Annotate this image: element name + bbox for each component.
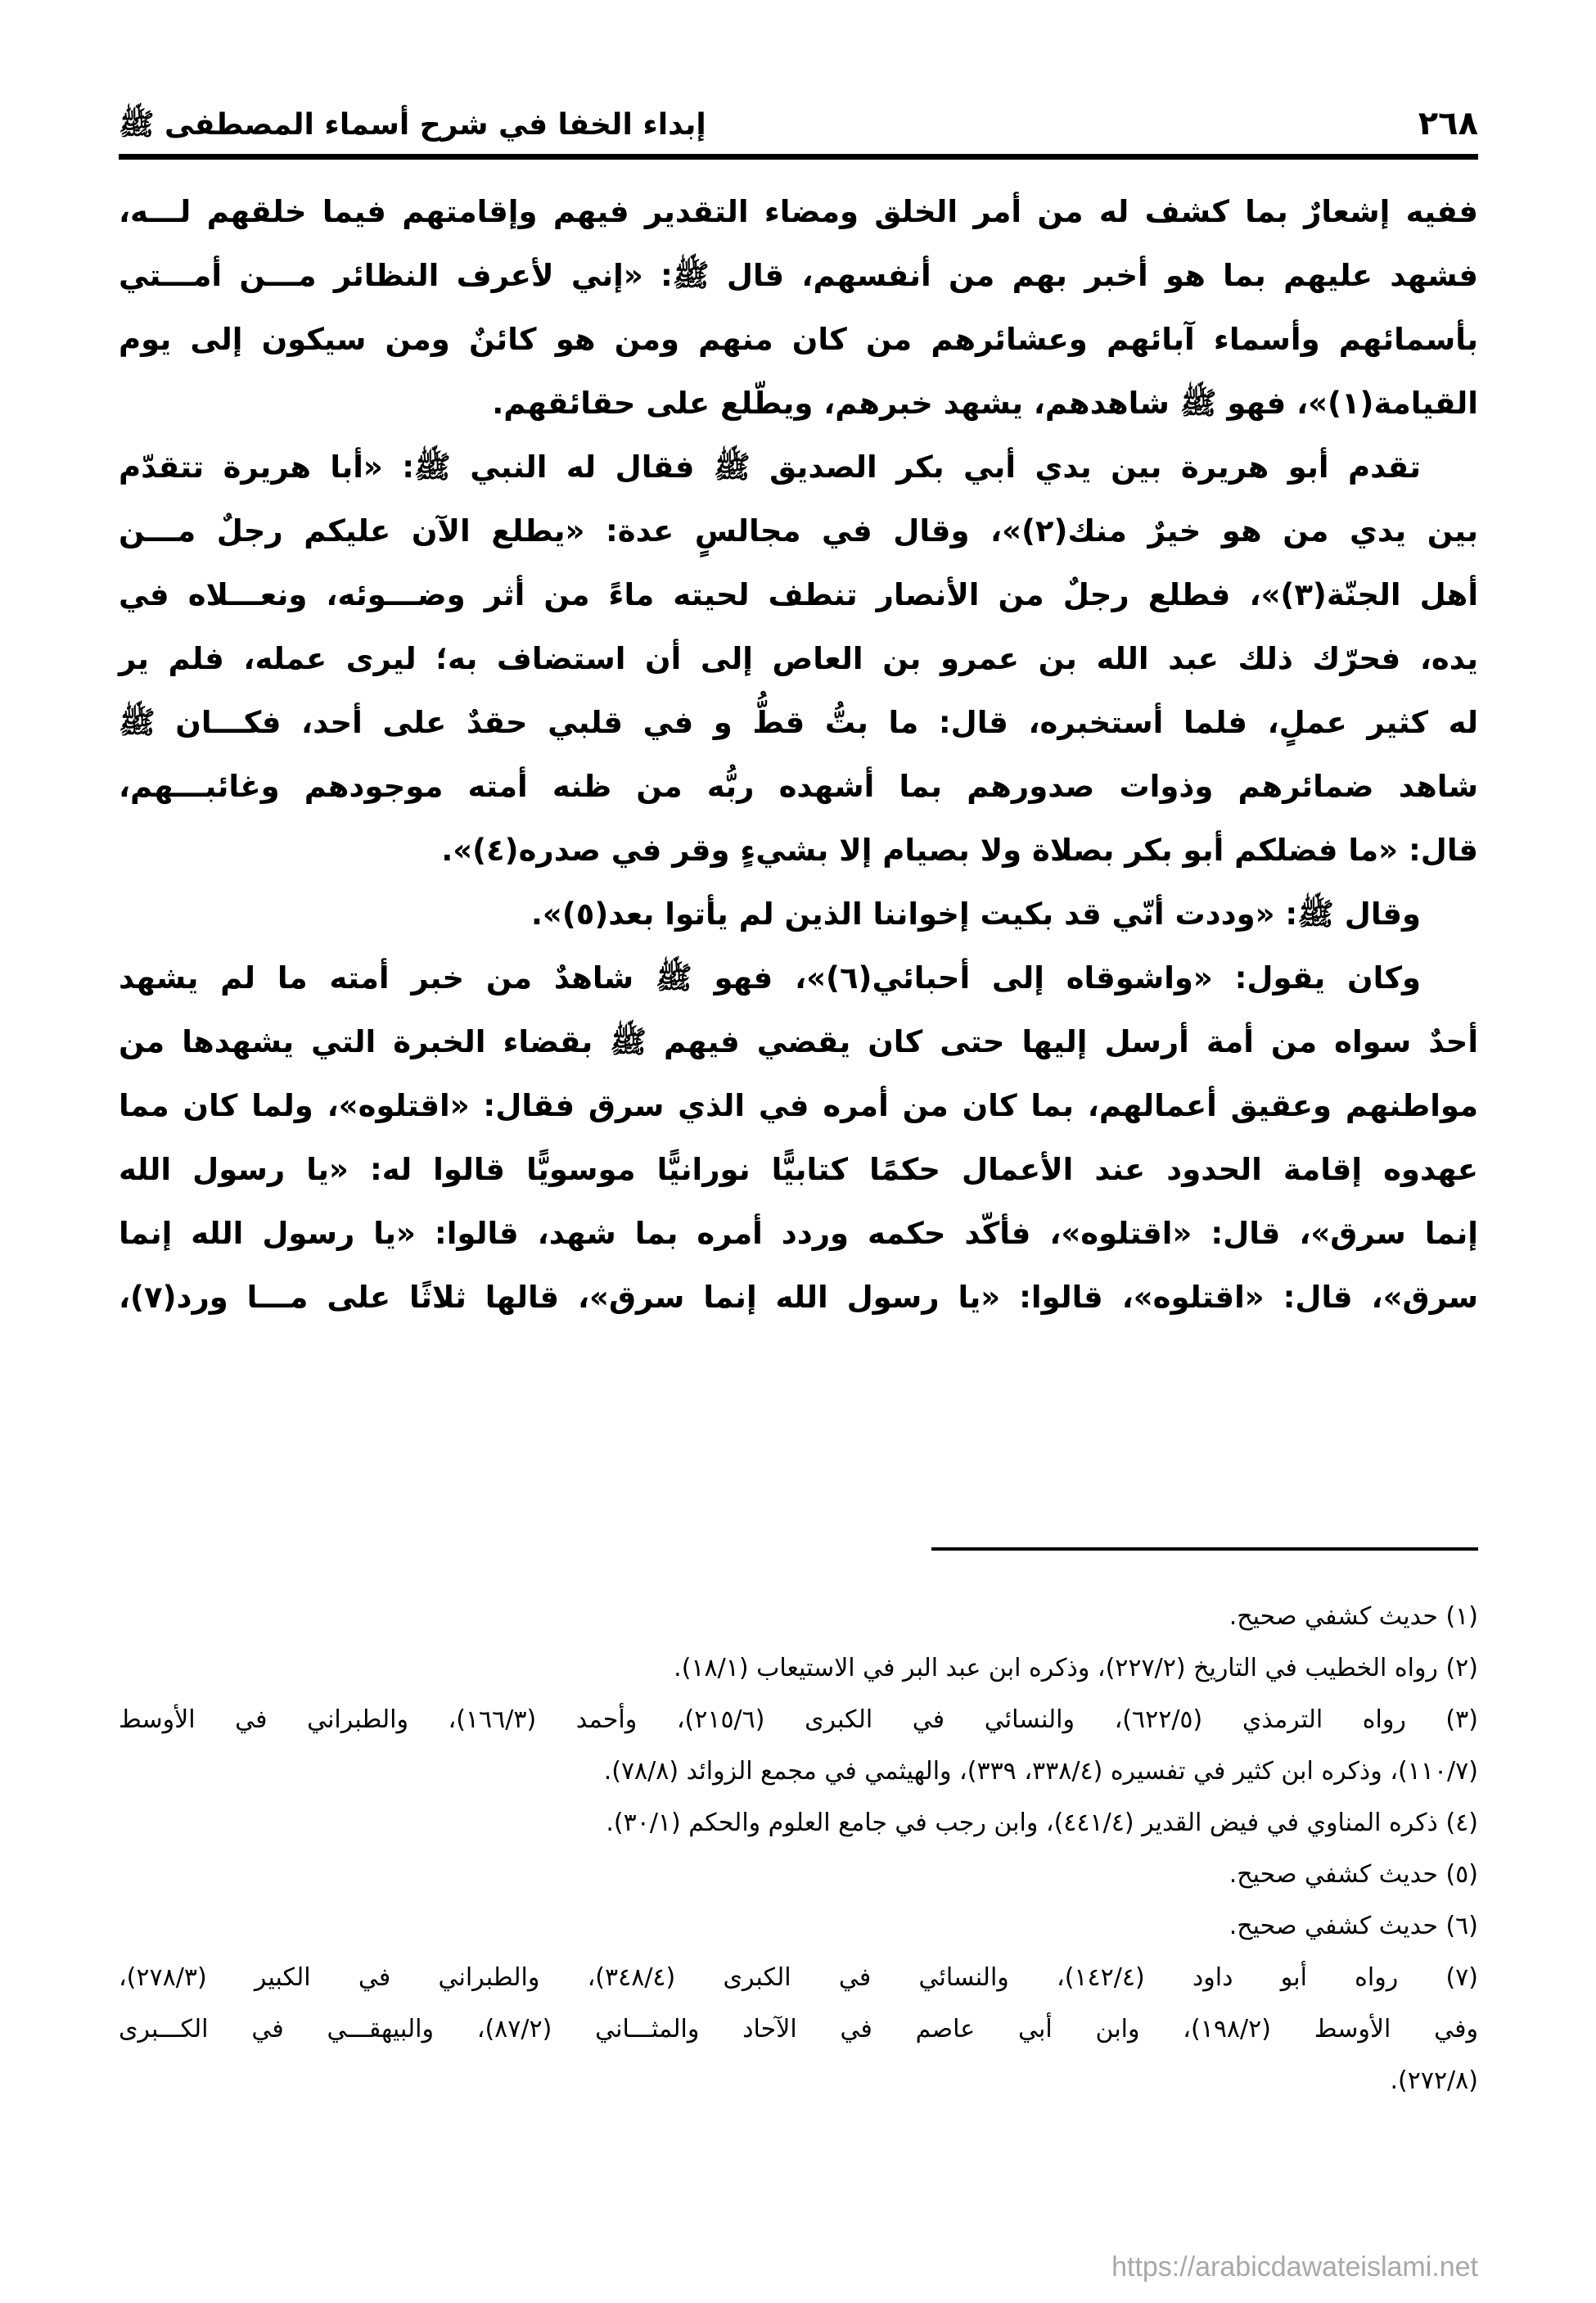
body-line: القيامة(١)»، فهو ﷺ شاهدهم، يشهد خبرهم، ويطّلع على حقائقهم.: [492, 386, 1478, 421]
body-line: إنما سرق»، قال: «اقتلوه»، فأكّد حكمه وردد أمره بما شهد، قالوا: «يا رسول الله إنما: [119, 1216, 1478, 1251]
body-text: [119, 180, 1478, 1330]
body-line: أحدٌ سواه من أمة أرسل إليها حتى كان يقضي فيهم ﷺ بقضاء الخبرة التي يشهدها من: [119, 1024, 1478, 1059]
footnote-line: (٤) ذكره المناوي في فيض القدير (٤٤١/٤)، وابن رجب في جامع العلوم والحكم (٣٠/١).: [606, 1809, 1478, 1837]
body-line: وقال ﷺ: «وددت أنّي قد بكيت إخواننا الذين لم يأتوا بعد(٥)».: [530, 896, 1421, 932]
footnote-line: (٦) حديث كشفي صحيح.: [1229, 1912, 1478, 1940]
footnote-line: (٥) حديث كشفي صحيح.: [1229, 1860, 1478, 1889]
page-header: [119, 98, 1478, 156]
footnote-line: (٢) رواه الخطيب في التاريخ (٢٢٧/٢)، وذكره ابن عبد البر في الاستيعاب (١٨/١).: [674, 1654, 1478, 1682]
body-line: أهل الجنّة(٣)»، فطلع رجلٌ من الأنصار تنطف لحيته ماءً من أثر وضـــوئه، ونعـــلاه في: [119, 577, 1478, 612]
body-line: قال: «ما فضلكم أبو بكر بصلاة ولا بصيام إلا بشيءٍ وقر في صدره(٤)».: [441, 833, 1478, 868]
page-number: ٢٦٨: [1418, 105, 1478, 142]
body-line: فشهد عليهم بما هو أخبر بهم من أنفسهم، قال ﷺ: «إني لأعرف النظائر مـــن أمـــتي: [119, 258, 1478, 293]
body-line: عهدوه إقامة الحدود عند الأعمال حكمًا كتابيًّا نورانيًّا موسويًّا قالوا له: «يا رسول الله: [119, 1152, 1478, 1187]
body-line: وكان يقول: «واشوقاه إلى أحبائي(٦)»، فهو ﷺ شاهدٌ من خبر أمته ما لم يشهد: [119, 960, 1422, 996]
footnote-line: (١١٠/٧)، وذكره ابن كثير في تفسيره (٣٣٨/٤، ٣٣٩)، والهيثمي في مجمع الزوائد (٧٨/٨).: [603, 1757, 1478, 1786]
footnote-separator: [931, 1547, 1478, 1551]
footnote-line: (١) حديث كشفي صحيح.: [1229, 1602, 1478, 1631]
running-title: إبداء الخفا في شرح أسماء المصطفى ﷺ: [119, 108, 706, 142]
body-line: شاهد ضمائرهم وذوات صدورهم بما أشهده ربُّه من ظنه أمته موجودهم وغائبـــهم،: [119, 769, 1478, 804]
body-line: بين يدي من هو خيرٌ منك(٢)»، وقال في مجالسٍ عدة: «يطلع الآن عليكم رجلٌ مـــن: [119, 513, 1479, 549]
watermark-url: https://arabicdawateislami.net: [1111, 2251, 1478, 2283]
body-line: تقدم أبو هريرة بين يدي أبي بكر الصديق ﷺ فقال له النبي ﷺ: «أبا هريرة تتقدّم: [119, 449, 1421, 485]
body-line: سرق»، قال: «اقتلوه»، قالوا: «يا رسول الله إنما سرق»، قالها ثلاثًا على مـــا ورد(٧)،: [119, 1280, 1478, 1315]
footnotes: [119, 1591, 1478, 2107]
header-rule: [119, 154, 1478, 160]
body-line: مواطنهم وعقيق أعمالهم، بما كان من أمره في الذي سرق فقال: «اقتلوه»، ولما كان مما: [119, 1088, 1478, 1123]
body-line: له كثير عملٍ، فلما أستخبره، قال: ما بتُّ قطُّ و في قلبي حقدٌ على أحد، فكـــان ﷺ: [119, 705, 1478, 740]
body-line: ففيه إشعارٌ بما كشف له من أمر الخلق ومضاء التقدير فيهم وإقامتهم فيما خلقهم لـــه،: [119, 194, 1478, 229]
footnote-line: (٣) رواه الترمذي (٦٢٢/٥)، والنسائي في الكبرى (٢١٥/٦)، وأحمد (١٦٦/٣)، والطبراني في الأوسط: [119, 1705, 1478, 1734]
footnote-line: (٧) رواه أبو داود (١٤٢/٤)، والنسائي في الكبرى (٣٤٨/٤)، والطبراني في الكبير (٢٧٨/٣)،: [119, 1963, 1478, 1992]
body-line: بأسمائهم وأسماء آبائهم وعشائرهم من كان منهم ومن هو كائنٌ ومن سيكون إلى يوم: [119, 322, 1478, 357]
footnote-line: (٢٧٢/٨).: [1390, 2066, 1478, 2095]
body-line: يده، فحرّك ذلك عبد الله بن عمرو بن العاص إلى أن استضاف به؛ ليرى عمله، فلم ير: [119, 641, 1478, 676]
footnote-line: وفي الأوسط (١٩٨/٢)، وابن أبي عاصم في الآحاد والمثـــاني (٨٧/٢)، والبيهقـــي في الكـــبرى: [119, 2015, 1478, 2043]
